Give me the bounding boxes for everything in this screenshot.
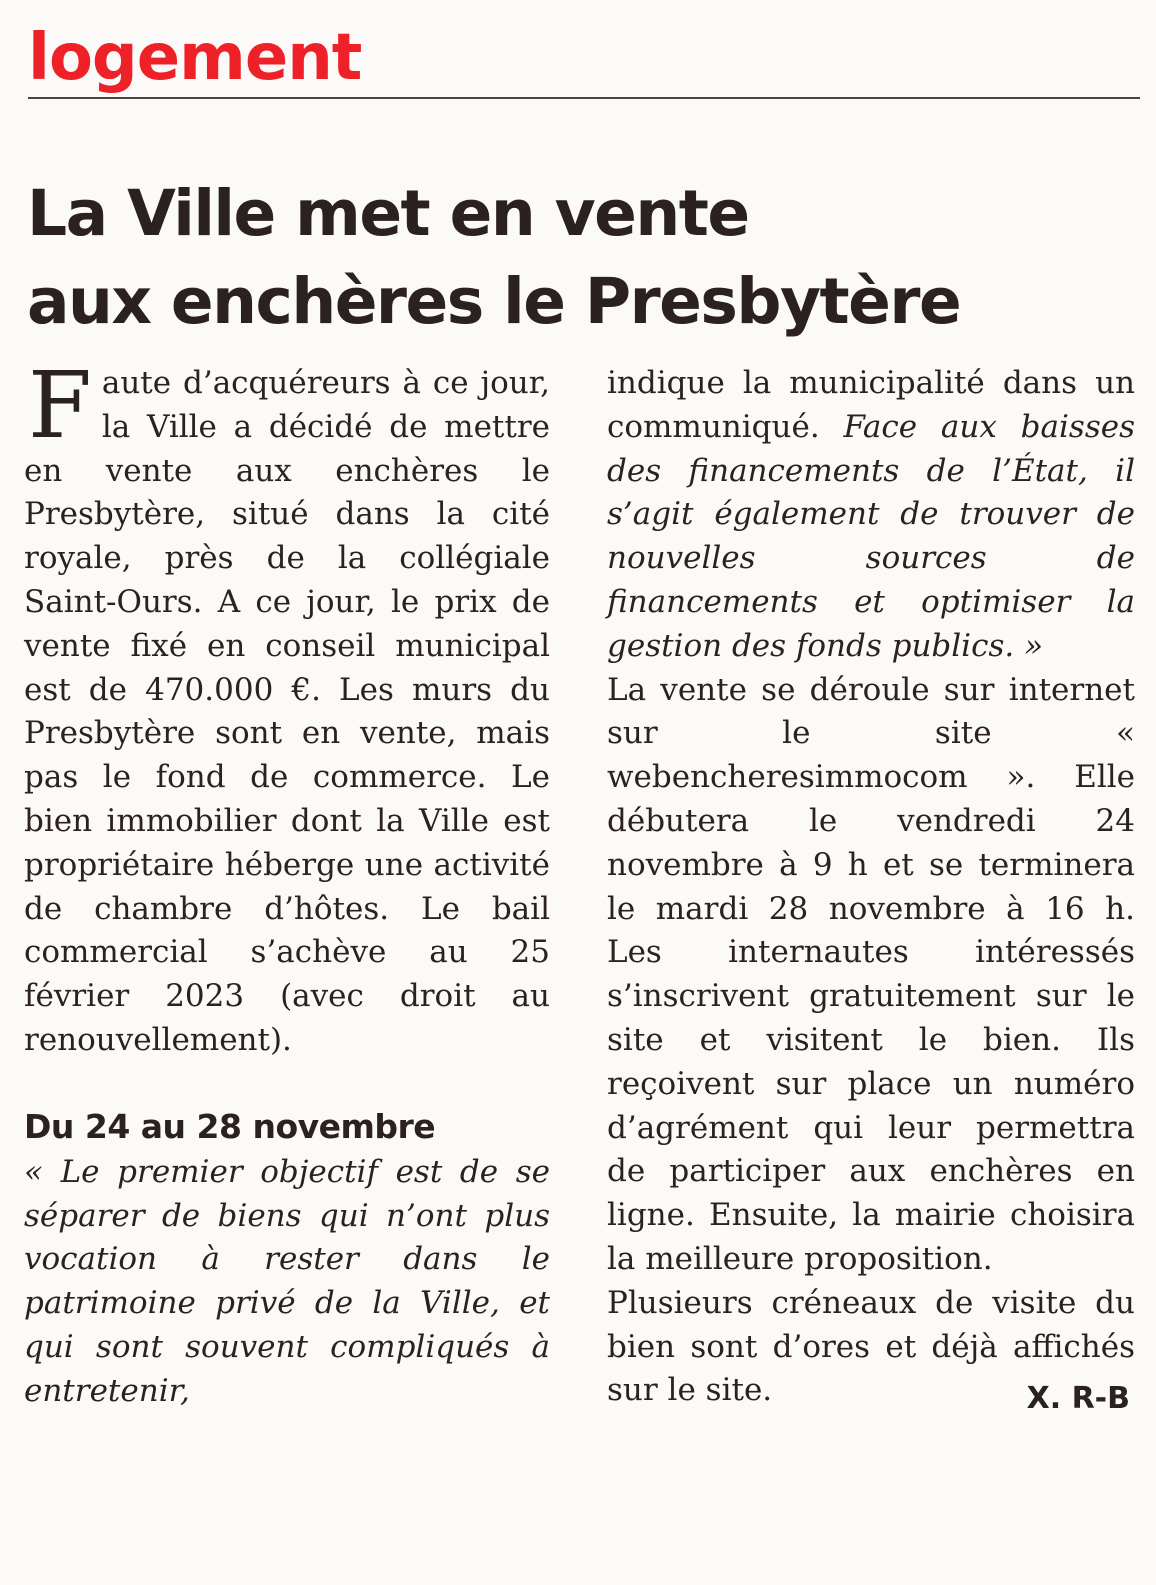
article-column-right bbox=[607, 362, 1135, 1413]
quote-paragraph-end bbox=[607, 362, 1135, 669]
quote-italic-1: « Le premier objectif est de se séparer de biens qui n’ont plus vocation à rester dans le patrimoine privé de la Ville, et qui sont souvent compliqués à entretenir, bbox=[24, 1153, 550, 1409]
rubric-divider bbox=[28, 97, 1140, 99]
intro-text: aute d’acquéreurs à ce jour, la Ville a décidé de mettre en vente aux enchères le Presbytère, situé dans la cité royale, près de la collégiale Saint-Ours. A ce jour, le prix de vente fixé en conseil municipal est de 470.000 €. Les murs du Presbytère sont en vente, mais pas le fond de commerce. Le bien immobilier dont la Ville est propriétaire héberge une activité de chambre d’hôtes. Le bail commercial s’achève au 25 février 2023 (avec droit au renouvellement). bbox=[24, 365, 550, 1058]
article-subhead: Du 24 au 28 novembre bbox=[24, 1106, 436, 1146]
quote-paragraph-start bbox=[24, 1151, 550, 1414]
section-rubric: logement bbox=[28, 21, 362, 95]
article-headline bbox=[27, 170, 1127, 346]
visits-paragraph: Plusieurs créneaux de visite du bien sont d’ores et déjà affichés sur le site. bbox=[607, 1284, 1135, 1409]
drop-cap: F bbox=[28, 352, 92, 459]
intro-paragraph bbox=[24, 352, 550, 1063]
headline-line-1: La Ville met en vente bbox=[27, 177, 749, 250]
article-column-left bbox=[24, 352, 550, 1414]
sale-paragraph: La vente se déroule sur internet sur le site « webencheresimmocom ». Elle débutera le vendredi 24 novembre à 9 h et se terminera le mardi 28 novembre à 16 h. Les internautes intéressés s’inscrivent gratuitement sur le site et visitent le bien. Ils reçoivent sur place un numéro d’agrément qui leur permettra de participer aux enchères en ligne. Ensuite, la mairie choisira la meilleure proposition. bbox=[607, 671, 1135, 1277]
author-signature: X. R-B bbox=[1026, 1381, 1130, 1416]
quote-italic-2: Face aux baisses des financements de l’État, il s’agit également de trouver de nouvelles sources de financements et optimiser la gestion des fonds publics. » bbox=[607, 408, 1135, 664]
quote-attribution: indique la municipalité dans un communiqué. bbox=[607, 365, 1135, 445]
headline-line-2: aux enchères le Presbytère bbox=[27, 265, 961, 338]
